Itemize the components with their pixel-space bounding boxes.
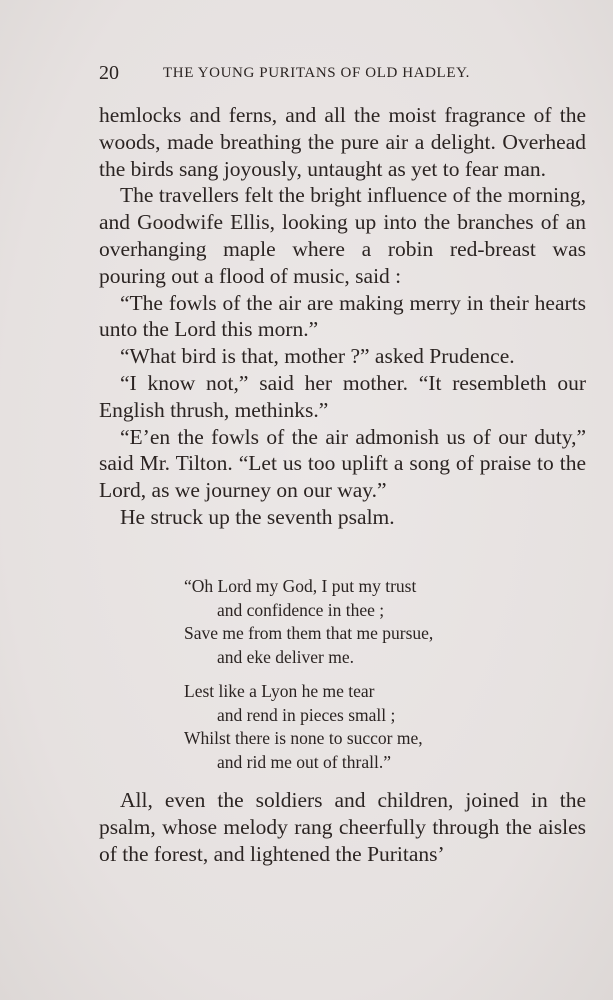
paragraph: “E’en the fowls of the air admonish us of our duty,” said Mr. Tilton. “Let us too uplift a song of praise to the Lord, as we journey on our way.” xyxy=(99,424,586,503)
psalm-stanza-1 xyxy=(184,575,514,669)
verse-line: Lest like a Lyon he me tear xyxy=(184,681,375,701)
verse-line: Save me from them that me pursue, xyxy=(184,623,434,643)
paragraph: The travellers felt the bright influence of the morning, and Goodwife Ellis, looking up into the branches of an overhanging maple where a robin red-breast was pouring out a flood of music, said : xyxy=(99,183,586,288)
verse-line: and eke deliver me. xyxy=(217,646,355,667)
body-text-bottom xyxy=(99,787,586,867)
running-title: THE YOUNG PURITANS OF OLD HADLEY. xyxy=(163,65,470,81)
paragraph: “The fowls of the air are making merry in their hearts unto the Lord this morn.” xyxy=(99,290,586,342)
verse-line: and rend in pieces small ; xyxy=(217,704,396,725)
paragraph: All, even the soldiers and children, joined in the psalm, whose melody rang cheerfully through the aisles of the forest, and lightened the Puritans’ xyxy=(99,788,586,866)
paragraph: hemlocks and ferns, and all the moist fragrance of the woods, made breathing the pure air a delight. Overhead the birds sang joyously, untaught as yet to fear man. xyxy=(99,103,586,181)
running-header xyxy=(99,62,529,88)
paragraph: “What bird is that, mother ?” asked Prudence. xyxy=(120,344,515,369)
page-number: 20 xyxy=(99,62,119,84)
verse-line: and rid me out of thrall.” xyxy=(217,751,391,772)
paragraph: He struck up the seventh psalm. xyxy=(120,504,395,529)
verse-line: Whilst there is none to succor me, xyxy=(184,728,423,748)
paragraph: “I know not,” said her mother. “It resembleth our English thrush, methinks.” xyxy=(99,370,586,422)
verse-line: “Oh Lord my God, I put my trust xyxy=(184,576,417,596)
body-text-top xyxy=(99,102,586,531)
psalm-stanza-2 xyxy=(184,680,514,774)
verse-line: and confidence in thee ; xyxy=(217,599,385,620)
